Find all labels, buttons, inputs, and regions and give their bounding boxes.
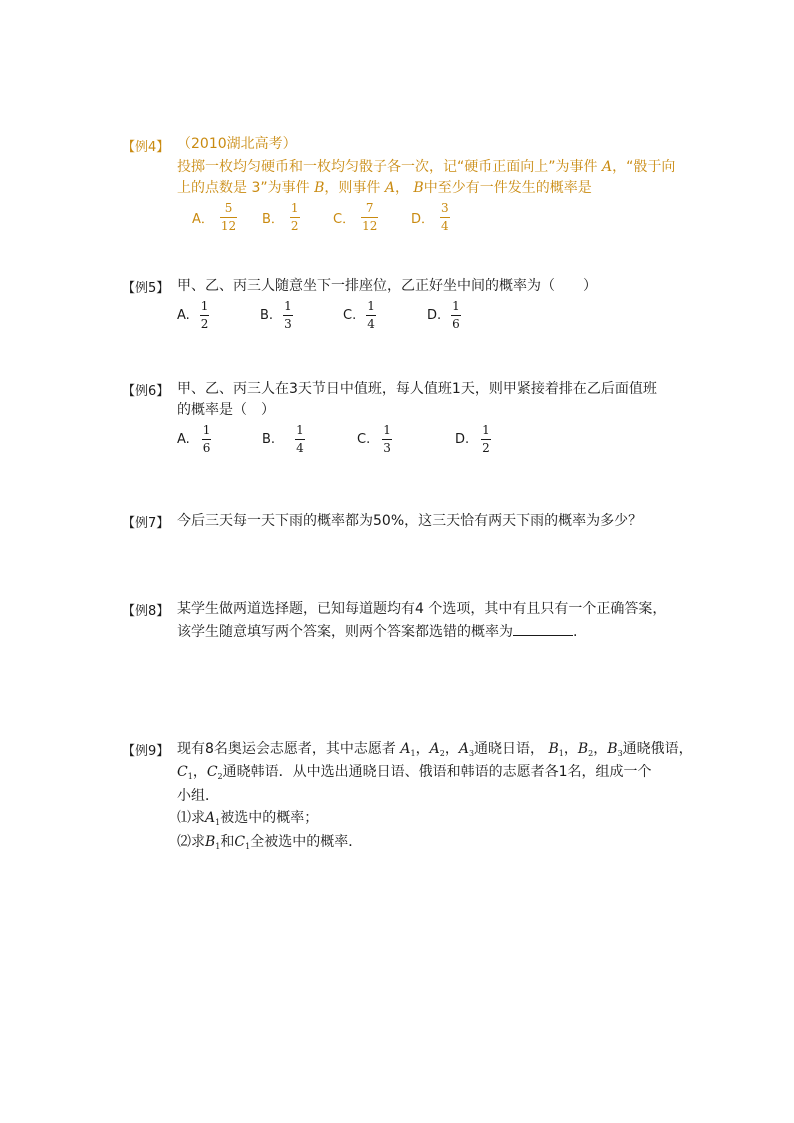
fraction-bar (283, 315, 293, 316)
denominator: 12 (220, 219, 237, 233)
var-b3 (607, 741, 622, 757)
text-span: 通晓韩语．从中选出通晓日语、俄语和韩语的志愿者各1名，组成一个 (222, 764, 652, 780)
example-6-choice-c[interactable] (357, 424, 392, 455)
example-6-choice-a[interactable] (177, 424, 211, 455)
denominator: 6 (452, 317, 460, 331)
var-b: B (413, 180, 424, 196)
var-a: A (601, 159, 613, 175)
var-letter: B (205, 834, 216, 850)
var-letter: B (577, 741, 589, 757)
example-9-line-1: 现有8名奥运会志愿者，其中志愿者 $A_1$，$A_2$，$A_3$通晓日语， $B_1$，$B_2$，$B_3$通晓俄语， (177, 741, 693, 758)
numerator: 1 (482, 423, 490, 437)
var-b: B (314, 180, 325, 196)
example-6-line-2: 的概率是（ ） (177, 402, 275, 418)
example-5-question: 甲、乙、丙三人随意坐下一排座位，乙正好坐中间的概率为（ ） (177, 278, 597, 294)
fraction (440, 202, 450, 233)
numerator: 1 (202, 423, 211, 437)
numerator: 7 (365, 201, 374, 215)
var-letter: A (205, 810, 216, 826)
choice-letter: A. (177, 432, 190, 447)
var-letter: B (607, 741, 618, 757)
numerator: 1 (200, 299, 209, 313)
subscript: 1 (245, 842, 251, 851)
choice-letter: A. (177, 308, 190, 323)
fraction (295, 424, 305, 455)
example-9-line-3: 小组． (177, 788, 219, 804)
fraction-bar (202, 439, 212, 440)
fraction-bar (481, 439, 491, 440)
var-a: A (384, 180, 395, 196)
denominator: 3 (284, 317, 292, 331)
example-9-question-1 (177, 808, 318, 833)
var-letter: C (234, 834, 246, 850)
example-4-choice-d[interactable] (411, 202, 450, 233)
denominator: 4 (296, 441, 304, 455)
subscript: 1 (558, 749, 564, 758)
var-letter: C (177, 764, 188, 780)
text-span: 通晓日语， (474, 741, 545, 757)
var-c2 (207, 764, 223, 780)
var-letter: A (400, 741, 411, 757)
numerator: 1 (290, 201, 299, 215)
var-b1 (548, 741, 563, 757)
denominator: 4 (441, 219, 449, 233)
text-span: ⑵求 (177, 834, 205, 850)
subscript: 3 (468, 749, 475, 758)
var-c1 (177, 764, 193, 780)
text-span: ，“骰于向 (612, 159, 676, 175)
example-6-label: 【例6】 (122, 384, 170, 399)
text-span: ⑴求 (177, 810, 205, 826)
choice-letter: C. (343, 308, 357, 323)
numerator: 1 (383, 423, 391, 437)
choice-letter: D. (455, 432, 470, 447)
example-8-line-2 (177, 621, 577, 642)
example-7-question: 今后三天每一天下雨的概率都为50%，这三天恰有两天下雨的概率为多少？ (177, 513, 643, 529)
denominator: 6 (202, 441, 211, 455)
fraction (220, 202, 237, 233)
var-c1 (234, 834, 250, 850)
answer-blank[interactable] (513, 621, 573, 636)
fraction-bar (366, 315, 376, 316)
denominator: 2 (200, 317, 209, 331)
subscript: 1 (215, 818, 221, 827)
example-6-choice-d[interactable] (455, 424, 491, 455)
choice-letter: B. (260, 308, 274, 323)
subscript: 3 (617, 749, 623, 758)
subscript: 1 (410, 749, 416, 758)
choice-letter: B. (262, 432, 276, 447)
choice-letter: C. (357, 432, 371, 447)
var-letter: C (206, 764, 218, 780)
example-4-source: （2010湖北高考） (177, 136, 297, 152)
subscript: 2 (217, 772, 223, 781)
fraction (361, 202, 378, 233)
fraction (283, 300, 293, 331)
subscript: 2 (439, 749, 445, 758)
fraction-bar (220, 217, 237, 218)
example-4-choice-a[interactable] (192, 202, 237, 233)
numerator: 5 (224, 201, 233, 215)
var-letter: A (429, 741, 440, 757)
example-9-line-2: $C_1$，$C_2$通晓韩语．从中选出通晓日语、俄语和韩语的志愿者各1名，组成一个 (177, 764, 652, 781)
example-6-line-1: 甲、乙、丙三人在3天节日中值班，每人值班1天，则甲紧接着排在乙后面值班 (177, 381, 657, 397)
text-span: 和 (220, 834, 235, 850)
text-span: . (573, 624, 578, 640)
text-span: 上的点数是 3”为事件 (177, 180, 310, 196)
text-span: 中至少有一件发生的概率是 (423, 180, 592, 196)
var-a2 (430, 741, 445, 757)
fraction-bar (200, 315, 210, 316)
var-b2 (578, 741, 593, 757)
var-letter: A (458, 741, 469, 757)
numerator: 1 (284, 299, 292, 313)
example-5-choice-a[interactable] (177, 300, 209, 331)
text-span: 该学生随意填写两个答案，则两个答案都选错的概率为 (177, 624, 513, 640)
text-span: 全被选中的概率． (250, 834, 363, 850)
choice-letter: A． (192, 212, 214, 227)
subscript: 1 (187, 772, 193, 781)
text-span: 通晓俄语， (622, 741, 693, 757)
example-8-label: 【例8】 (122, 604, 170, 619)
choice-letter: D． (411, 212, 435, 227)
example-9-label: 【例9】 (122, 744, 170, 759)
numerator: 3 (441, 201, 449, 215)
example-5-choice-c[interactable] (343, 300, 376, 331)
denominator: 12 (362, 219, 378, 233)
example-4-label: 【例4】 (122, 140, 170, 155)
example-4-choice-b[interactable] (262, 202, 300, 233)
denominator: 2 (482, 441, 490, 455)
numerator: 1 (367, 299, 375, 313)
fraction-bar (440, 217, 450, 218)
example-9-question-2 (177, 832, 362, 857)
example-8-line-1: 某学生做两道选择题，已知每道题均有4 个选项，其中有且只有一个正确答案， (177, 601, 667, 617)
example-5-label: 【例5】 (122, 281, 170, 296)
choice-letter: B． (262, 212, 284, 227)
example-7-label: 【例7】 (122, 516, 170, 531)
example-5-choice-b[interactable] (260, 300, 293, 331)
subscript: 1 (215, 842, 221, 851)
text-span: 被选中的概率； (220, 810, 319, 826)
text-span: 现有8名奥运会志愿者，其中志愿者 (177, 741, 396, 757)
fraction-bar (382, 439, 392, 440)
fraction (290, 202, 300, 233)
text-span: ， (394, 180, 409, 196)
choice-letter: C． (333, 212, 356, 227)
var-a1 (205, 810, 220, 826)
fraction-bar (295, 439, 305, 440)
example-4-choice-c[interactable] (333, 202, 378, 233)
var-a1 (400, 741, 415, 757)
fraction (451, 300, 461, 331)
choice-letter: D. (427, 308, 442, 323)
denominator: 2 (290, 219, 299, 233)
var-letter: B (548, 741, 559, 757)
numerator: 1 (296, 423, 304, 437)
example-4-line-2 (177, 178, 592, 198)
example-4-line-1 (177, 157, 675, 177)
example-6-choice-b[interactable] (262, 424, 305, 455)
numerator: 1 (452, 299, 460, 313)
subscript: 2 (588, 749, 594, 758)
var-b1 (205, 834, 220, 850)
fraction (481, 424, 491, 455)
fraction (200, 300, 210, 331)
fraction-bar (451, 315, 461, 316)
var-a3 (459, 741, 474, 757)
fraction (202, 424, 212, 455)
denominator: 4 (367, 317, 375, 331)
text-span: 投掷一枚均匀硬币和一枚均匀骰子各一次，记“硬币正面向上”为事件 (177, 159, 598, 175)
fraction-bar (290, 217, 300, 218)
fraction-bar (361, 217, 378, 218)
fraction (382, 424, 392, 455)
fraction (366, 300, 376, 331)
example-5-choice-d[interactable] (427, 300, 461, 331)
denominator: 3 (383, 441, 391, 455)
text-span: ，则事件 (324, 180, 381, 196)
